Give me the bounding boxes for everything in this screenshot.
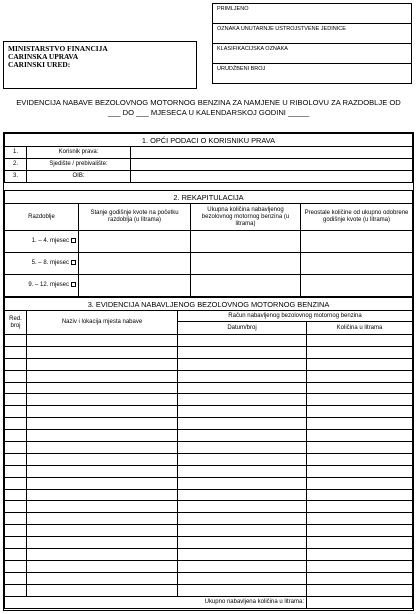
place-cell[interactable] [27,430,178,442]
date-cell[interactable] [178,335,307,347]
date-cell[interactable] [178,358,307,370]
record-row [5,489,413,501]
record-number-cell[interactable] [5,430,27,442]
date-cell[interactable] [178,549,307,561]
beneficiary-field[interactable] [131,147,413,159]
record-number-cell[interactable] [5,453,27,465]
place-cell[interactable] [27,370,178,382]
record-row [5,549,413,561]
section-purchase-records [4,297,413,609]
record-row [5,513,413,525]
place-cell[interactable] [27,335,178,347]
field-label: OIB: [27,171,131,183]
customs-office-label: CARINSKI URED: [8,60,71,70]
total-label: Ukupno nabavljena količina u litrama: [5,596,307,608]
date-cell[interactable] [178,465,307,477]
quantity-cell[interactable] [307,549,413,561]
place-cell[interactable] [27,513,178,525]
row-number: 1. [5,147,27,159]
title-line-2: ___ DO ___ MJESECA U KALENDARSKOJ GODINI _____ [107,108,310,117]
field-label: Korisnik prava: [27,147,131,159]
record-row [5,335,413,347]
date-cell[interactable] [178,584,307,596]
oib-field[interactable] [131,171,413,183]
purchased-cell[interactable] [191,231,301,253]
date-cell[interactable] [178,394,307,406]
quantity-cell[interactable] [307,382,413,394]
section-2-heading: 2. REKAPITULACIJA [5,191,413,204]
quantity-cell[interactable] [307,537,413,549]
period-cell [5,231,79,253]
record-row [5,370,413,382]
period-checkbox[interactable] [71,260,76,265]
record-row [5,465,413,477]
record-row [5,430,413,442]
record-number-cell[interactable] [5,525,27,537]
date-cell[interactable] [178,489,307,501]
quantity-cell[interactable] [307,489,413,501]
unit-code-box[interactable]: OZNAKA UNUTARNJE USTROJSTVENE JEDINICE [213,24,411,44]
record-row [5,394,413,406]
total-quantity-field[interactable] [307,596,413,608]
record-rows [5,335,413,597]
place-cell[interactable] [27,572,178,584]
period-cell [5,275,79,297]
quota-start-cell[interactable] [79,253,191,275]
record-number-cell[interactable] [5,394,27,406]
record-number-cell[interactable] [5,465,27,477]
record-number-cell[interactable] [5,418,27,430]
record-number-cell[interactable] [5,584,27,596]
field-label: Sjedište / prebivalište: [27,159,131,171]
quantity-cell[interactable] [307,442,413,454]
quantity-cell[interactable] [307,477,413,489]
date-cell[interactable] [178,560,307,572]
quantity-cell[interactable] [307,501,413,513]
column-header: Stanje godišnje kvote na početku razdoblja (u litrama) [79,204,191,231]
column-header: Razdoblje [5,204,79,231]
date-cell[interactable] [178,453,307,465]
period-cell [5,253,79,275]
date-cell[interactable] [178,477,307,489]
title-line-1: EVIDENCIJA NABAVE BEZOLOVNOG MOTORNOG BENZINA ZA NAMJENE U RIBOLOVU ZA RAZDOBLJE OD [16,98,401,107]
section-general-data [4,133,413,183]
section-summary [4,190,413,297]
section-3-heading: 3. EVIDENCIJA NABAVLJENOG BEZOLOVNOG MOTORNOG BENZINA [5,298,413,311]
invoice-header: Račun nabavljenog bezolovnog motornog benzina [178,311,413,322]
quantity-cell[interactable] [307,465,413,477]
date-cell[interactable] [178,370,307,382]
place-cell[interactable] [27,465,178,477]
place-cell[interactable] [27,537,178,549]
record-row [5,382,413,394]
date-cell[interactable] [178,501,307,513]
place-cell[interactable] [27,418,178,430]
row-number: 3. [5,171,27,183]
record-row [5,358,413,370]
place-cell[interactable] [27,477,178,489]
record-row [5,584,413,596]
record-number-cell[interactable] [5,572,27,584]
date-cell[interactable] [178,346,307,358]
place-cell[interactable] [27,394,178,406]
place-cell[interactable] [27,346,178,358]
quantity-cell[interactable] [307,418,413,430]
place-cell[interactable] [27,358,178,370]
place-cell[interactable] [27,560,178,572]
date-cell[interactable] [178,525,307,537]
quantity-cell[interactable] [307,453,413,465]
record-number-cell[interactable] [5,549,27,561]
record-row [5,525,413,537]
row-number: 2. [5,159,27,171]
record-row [5,442,413,454]
registry-number-box[interactable]: URUDŽBENI BROJ [217,66,266,72]
record-number-cell[interactable] [5,382,27,394]
remaining-cell[interactable] [301,231,413,253]
place-cell[interactable] [27,406,178,418]
date-cell[interactable] [178,382,307,394]
record-number-cell[interactable] [5,335,27,347]
document-title [3,98,414,118]
date-cell[interactable] [178,572,307,584]
date-cell[interactable] [178,513,307,525]
place-header: Naziv i lokacija mjesta nabave [27,311,178,335]
record-number-cell[interactable] [5,442,27,454]
period-checkbox[interactable] [71,238,76,243]
record-number-cell[interactable] [5,477,27,489]
received-box[interactable]: PRIMLJENO [213,4,411,24]
section-1-heading: 1. OPĆI PODACI O KORISNIKU PRAVA [5,134,413,147]
remaining-cell[interactable] [301,253,413,275]
quantity-cell[interactable] [307,335,413,347]
record-row [5,418,413,430]
record-number-cell[interactable] [5,346,27,358]
purchased-cell[interactable] [191,275,301,297]
ministry-name: MINISTARSTVO FINANCIJA [8,44,108,53]
record-row [5,477,413,489]
main-form [3,132,414,611]
registry-stamp-boxes [212,3,412,84]
quantity-cell[interactable] [307,370,413,382]
quantity-cell[interactable] [307,513,413,525]
quantity-cell[interactable] [307,584,413,596]
quantity-cell[interactable] [307,525,413,537]
customs-administration: CARINSKA UPRAVA [8,52,79,62]
record-row [5,537,413,549]
authority-box [3,41,197,89]
record-number-cell[interactable] [5,501,27,513]
quantity-cell[interactable] [307,406,413,418]
classification-box[interactable]: KLASIFIKACIJSKA OZNAKA [213,44,411,64]
record-row [5,501,413,513]
quantity-header: Količina u litrama [307,322,413,335]
quantity-cell[interactable] [307,394,413,406]
quantity-cell[interactable] [307,572,413,584]
quantity-cell[interactable] [307,560,413,572]
record-row [5,406,413,418]
record-number-cell[interactable] [5,560,27,572]
date-cell[interactable] [178,442,307,454]
period-label: 5. – 8. mjesec [31,260,69,266]
place-cell[interactable] [27,489,178,501]
column-header: Preostale količine od ukupno odobrene godišnje kvote (u litrama) [301,204,413,231]
quantity-cell[interactable] [307,358,413,370]
date-header: Datum/broj [178,322,307,335]
period-checkbox[interactable] [71,282,76,287]
record-number-cell[interactable] [5,370,27,382]
row-number-header: Red. broj [5,311,27,335]
place-cell[interactable] [27,382,178,394]
record-row [5,572,413,584]
record-number-cell[interactable] [5,513,27,525]
date-cell[interactable] [178,537,307,549]
residence-field[interactable] [131,159,413,171]
record-number-cell[interactable] [5,489,27,501]
date-cell[interactable] [178,430,307,442]
spacer [4,183,413,190]
remaining-cell[interactable] [301,275,413,297]
record-number-cell[interactable] [5,537,27,549]
purchased-cell[interactable] [191,253,301,275]
quota-start-cell[interactable] [79,275,191,297]
record-number-cell[interactable] [5,358,27,370]
period-label: 9. – 12. mjesec [28,282,69,288]
date-cell[interactable] [178,406,307,418]
place-cell[interactable] [27,501,178,513]
place-cell[interactable] [27,453,178,465]
record-row [5,346,413,358]
date-cell[interactable] [178,418,307,430]
place-cell[interactable] [27,584,178,596]
column-header: Ukupna količina nabavljenog bezolovnog motornog benzina (u litrama) [191,204,301,231]
record-number-cell[interactable] [5,406,27,418]
quantity-cell[interactable] [307,430,413,442]
record-row [5,453,413,465]
place-cell[interactable] [27,525,178,537]
record-row [5,560,413,572]
period-label: 1. – 4. mjesec [31,238,69,244]
place-cell[interactable] [27,549,178,561]
place-cell[interactable] [27,442,178,454]
quantity-cell[interactable] [307,346,413,358]
quota-start-cell[interactable] [79,231,191,253]
